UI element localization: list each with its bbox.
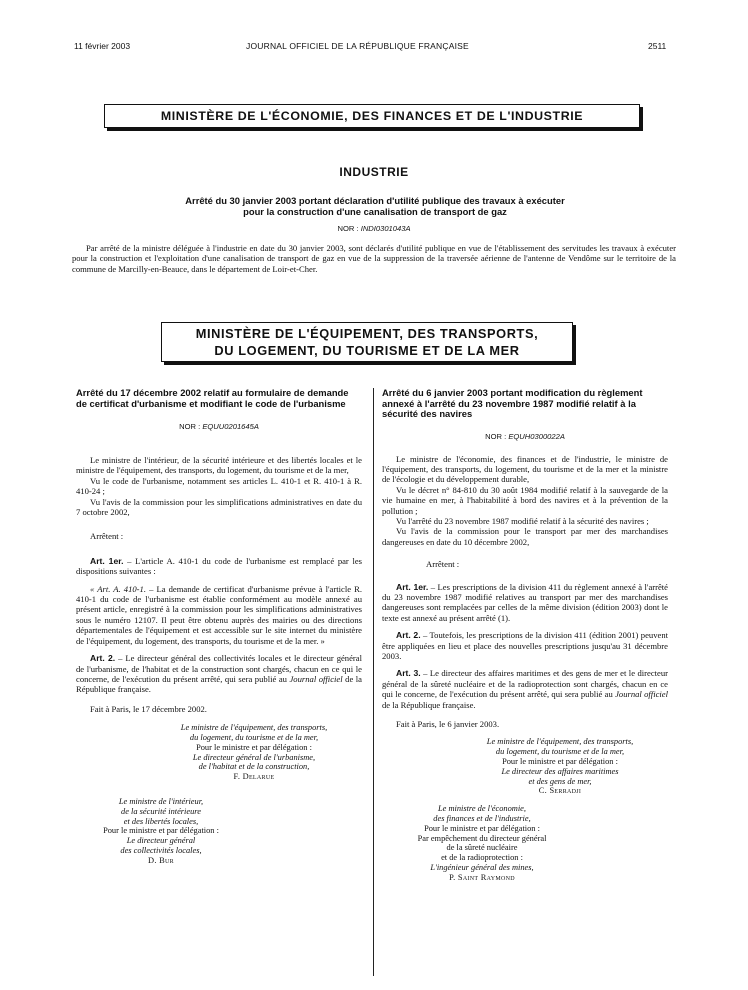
- arrete-navires-arretent: Arrêtent :: [426, 559, 460, 570]
- arrete-navires-nor: [382, 432, 668, 441]
- arrete-industry-paragraph: Par arrêté de la ministre déléguée à l'industrie en date du 30 janvier 2003, sont déclarés d'utilité publique en vue de l'établissement des servitudes les travaux à exécuter pour la construction et l'exploitation d'une canalisation de transport de gaz en vue de la suppression de la traversée aérienne de l'antenne de Vendôme sur le territoire de la commune de Marcilly-en-Beauce, dans le département de Loir-et-Cher.: [72, 243, 676, 274]
- signature-block-equipment: [146, 723, 362, 782]
- header-date: 11 février 2003: [74, 41, 131, 51]
- signatory-role: du logement, du tourisme et de la mer,: [189, 732, 319, 742]
- preamble-paragraph: Vu l'avis de la commission pour les simplifications administratives en date du 7 octobre 2002,: [76, 496, 362, 518]
- arrete-urbanisme-arretent: Arrêtent :: [90, 531, 124, 542]
- arrete-urbanisme-articles: [76, 556, 362, 695]
- article-3-label: Art. 3.: [396, 668, 421, 679]
- nor-code: EQUU0201645A: [202, 422, 259, 431]
- signatory-role: du logement, du tourisme et de la mer,: [495, 747, 625, 757]
- preamble-paragraph: Le ministre de l'intérieur, de la sécurité intérieure et des libertés locales et le ministre de l'équipement, des transports, du logement, du tourisme et de la mer,: [76, 455, 362, 476]
- signatory-role: de la sécurité intérieure: [121, 806, 201, 816]
- preamble-paragraph: Vu l'arrêté du 23 novembre 1987 modifié relatif à la sécurité des navires ;: [396, 515, 649, 526]
- preamble-paragraph: Le ministre de l'économie, des finances et de l'industrie, le ministre de l'équipement, des transports, du logement, du tourisme et de la mer et la ministre de l'écologie et du développement durable,: [382, 453, 668, 485]
- signatory-role: Le ministre de l'économie,: [437, 804, 526, 814]
- signatory-name: P. Saint Raymond: [449, 872, 515, 882]
- impediment-line: et de la radioprotection :: [441, 853, 523, 863]
- preamble-paragraph: Vu l'avis de la commission pour le transport par mer des marchandises dangereuses en date du 10 décembre 2002,: [382, 526, 668, 547]
- nor-code: EQUH0300022A: [508, 431, 565, 441]
- article-1-text: – Les prescriptions de la division 411 du règlement annexé à l'arrêté du 23 novembre 1987 modifié relatives au transport par mer des marchandises dangereuses sont remplacées par celles de la même division (édition 2003) dont le texte est annexé au présent arrêté (1).: [382, 581, 668, 623]
- delegation-line: Pour le ministre et par délégation :: [196, 742, 312, 752]
- article-1-label: Art. 1er.: [396, 581, 429, 592]
- article-2-text-a: – Le directeur général des collectivités locales et le directeur général de l'urbanisme, de l'habitat et de la construction sont chargés, chacun en ce qui le concerne, de l'exécution du présent arrêté, qui sera publié au: [76, 653, 362, 684]
- arrete-industry-title: [90, 196, 660, 217]
- article-2-label: Art. 2.: [90, 653, 116, 664]
- delegate-role: de l'habitat et de la construction,: [198, 762, 310, 772]
- header-journal-title: JOURNAL OFFICIEL DE LA RÉPUBLIQUE FRANÇAISE: [246, 41, 469, 51]
- signatory-role: et des libertés locales,: [123, 816, 199, 826]
- arrete-urbanisme-nor: [76, 422, 362, 431]
- article-2: [76, 653, 362, 695]
- preamble-paragraph: Vu le décret n° 84-810 du 30 août 1984 modifié relatif à la sauvegarde de la vie humaine en mer, à l'habitabilité à bord des navires et à la prévention de la pollution ;: [382, 484, 668, 516]
- signatory-role: Le ministre de l'intérieur,: [118, 796, 204, 806]
- arrete-navires-articles: [382, 582, 668, 710]
- delegation-line: Pour le ministre et par délégation :: [502, 757, 618, 767]
- nor-label: NOR :: [179, 422, 201, 431]
- delegation-line: Pour le ministre et par délégation :: [103, 826, 219, 836]
- signing-place-date: Fait à Paris, le 6 janvier 2003.: [396, 719, 500, 730]
- article-a410-quote: [76, 584, 362, 646]
- article-2-text-b: de la République française.: [76, 673, 362, 695]
- article-3-journal: Journal officiel: [615, 689, 668, 700]
- impediment-line: de la sûreté nucléaire: [446, 843, 518, 853]
- signature-block-equipment: [452, 737, 668, 796]
- ministry-equipment-title-line2: DU LOGEMENT, DU TOURISME ET DE LA MER: [214, 343, 520, 358]
- left-column: [76, 388, 362, 865]
- section-heading: INDUSTRIE: [339, 165, 409, 179]
- article-3-text-a: – Le directeur des affaires maritimes et des gens de mer et le directeur général de la sûreté nucléaire et de la radioprotection sont chargés, chacun en ce qui le concerne, de l'exécution du présent arrêté, qui sera publié au: [382, 668, 668, 700]
- delegate-role: L'ingénieur général des mines,: [430, 863, 534, 872]
- signatory-name: C. Serradji: [538, 786, 582, 796]
- arrete-industry-nor: [0, 224, 748, 233]
- signatory-role: Le ministre de l'équipement, des transports,: [486, 737, 634, 747]
- ministry-economy-title: MINISTÈRE DE L'ÉCONOMIE, DES FINANCES ET DE L'INDUSTRIE: [160, 109, 584, 123]
- arrete-industry-title-line1: Arrêté du 30 janvier 2003 portant déclaration d'utilité publique des travaux à exécuter: [185, 195, 565, 206]
- signature-block-interior: [76, 797, 246, 866]
- article-3-text-b: de la République française.: [382, 699, 476, 710]
- right-column: [382, 388, 668, 883]
- ministry-equipment-box: [161, 322, 573, 362]
- article-2-text: – Toutefois, les prescriptions de la division 411 (édition 2001) peuvent être appliquées en lieu et place des nouvelles prescriptions jusqu'au 31 décembre 2003.: [382, 630, 669, 661]
- signatory-name: D. Bur: [148, 855, 174, 865]
- signature-block-economy: [382, 804, 582, 882]
- article-1-text: – L'article A. 410-1 du code de l'urbanisme est remplacé par les dispositions suivantes :: [76, 555, 362, 577]
- arrete-navires-preamble: [382, 454, 668, 548]
- delegate-role: et des gens de mer,: [528, 776, 592, 786]
- nor-label: NOR :: [337, 224, 359, 233]
- quote-label: « Art. A. 410-1.: [90, 583, 146, 594]
- signatory-role: des finances et de l'industrie,: [433, 814, 531, 824]
- delegation-line: Pour le ministre et par délégation :: [424, 823, 540, 833]
- article-1: [382, 582, 668, 624]
- article-2-journal: Journal officiel: [289, 673, 343, 684]
- signing-place-date: Fait à Paris, le 17 décembre 2002.: [90, 703, 207, 714]
- ministry-equipment-title-line1: MINISTÈRE DE L'ÉQUIPEMENT, DES TRANSPORTS,: [195, 326, 539, 341]
- arrete-urbanisme-preamble: [76, 455, 362, 517]
- arrete-navires-title: Arrêté du 6 janvier 2003 portant modification du règlement annexé à l'arrêté du 23 novembre 1987 modifié relatif à la sécurité des navires: [382, 387, 643, 419]
- article-2-label: Art. 2.: [396, 630, 421, 641]
- arrete-urbanisme-title: Arrêté du 17 décembre 2002 relatif au formulaire de demande de certificat d'urbanisme et modifiant le code de l'urbanisme: [76, 387, 349, 409]
- delegate-role: Le directeur des affaires maritimes: [501, 766, 619, 776]
- delegate-role: Le directeur général: [126, 836, 196, 846]
- article-2: [382, 630, 668, 661]
- arrete-industry-body: [72, 243, 676, 274]
- quote-text: – La demande de certificat d'urbanisme prévue à l'article R. 410-1 du code de l'urbanisme est établie conformément au modèle annexé au présent article, enregistré à la commission pour les simplifications administratives sous le numéro 12107. Il peut être obtenu auprès des mairies ou des directions départementales de l'équipement et est accessible sur le site internet du ministère de l'équipement, du logement, des transports, du tourisme et de la mer. »: [76, 583, 362, 646]
- preamble-paragraph: Vu le code de l'urbanisme, notamment ses articles L. 410-1 et R. 410-1 à R. 410-24 ;: [76, 475, 362, 497]
- impediment-line: Par empêchement du directeur général: [417, 833, 547, 843]
- header-page-number: 2511: [648, 41, 667, 51]
- delegate-role: des collectivités locales,: [120, 845, 202, 855]
- nor-code: INDI0301043A: [360, 224, 411, 233]
- signatory-name: F. Delarue: [233, 772, 275, 782]
- nor-label: NOR :: [485, 431, 507, 441]
- signatory-role: Le ministre de l'équipement, des transports,: [180, 723, 328, 733]
- delegate-role: Le directeur général de l'urbanisme,: [192, 752, 316, 762]
- ministry-economy-box: [104, 104, 640, 128]
- column-divider: [373, 388, 374, 976]
- arrete-industry-title-line2: pour la construction d'une canalisation de transport de gaz: [243, 205, 507, 217]
- article-3: [382, 668, 668, 710]
- article-1-label: Art. 1er.: [90, 555, 124, 566]
- article-1: [76, 556, 362, 577]
